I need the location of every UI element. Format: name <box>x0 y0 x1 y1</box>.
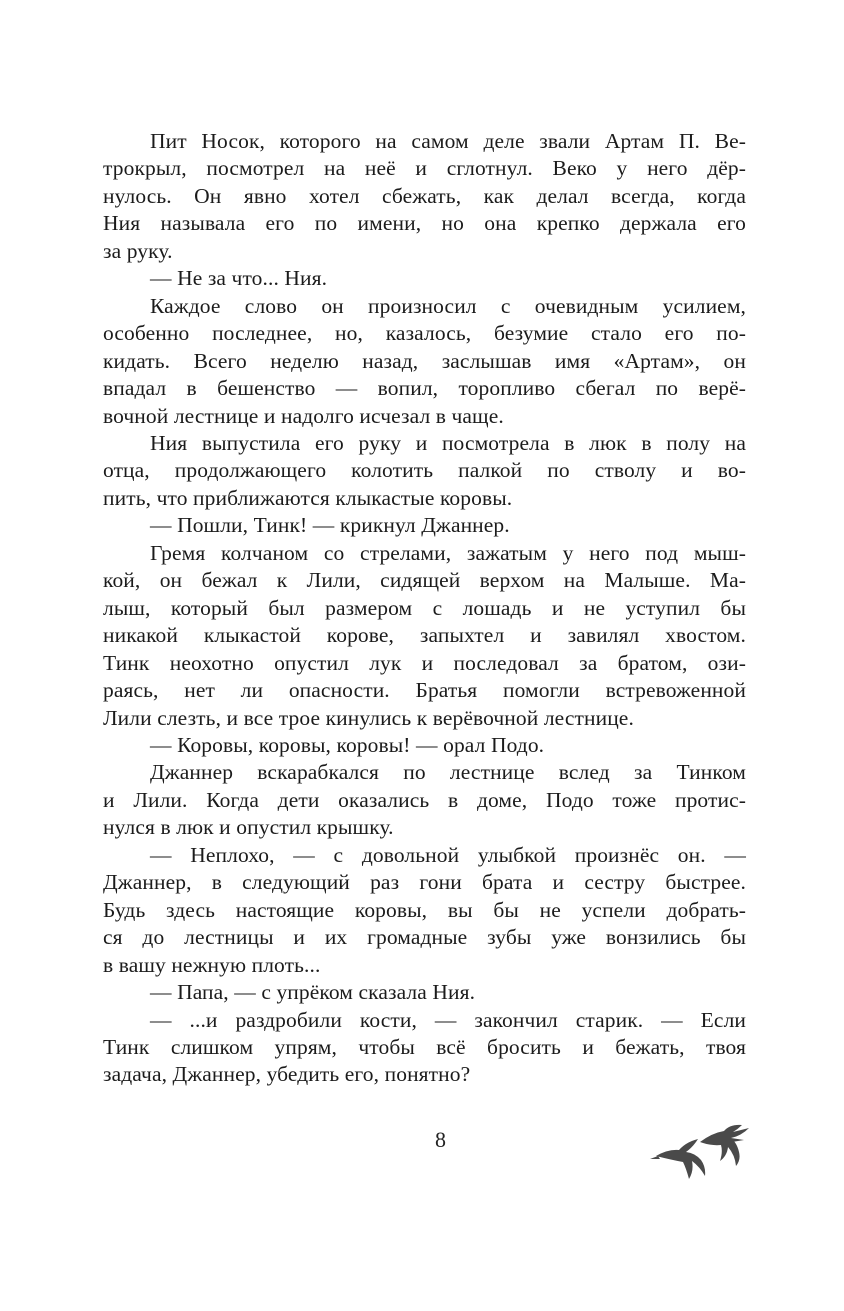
flying-birds-icon <box>648 1116 760 1190</box>
text-line: Джаннер, в следующий раз гони брата и сестру быстрее. <box>103 870 746 895</box>
text-line: вочной лестнице и надолго исчезал в чаще. <box>103 403 504 428</box>
text-line: Ния называла его по имени, но она крепко держала его <box>103 211 746 236</box>
paragraph <box>103 979 746 1006</box>
text-line: лыш, который был размером с лошадь и не уступил бы <box>103 595 746 620</box>
paragraph <box>103 732 746 759</box>
text-line: Будь здесь настоящие коровы, вы бы не успели добрать- <box>103 897 746 922</box>
text-line: нулось. Он явно хотел сбежать, как делал всегда, когда <box>103 183 746 208</box>
text-line: впадал в бешенство — вопил, торопливо сбегал по верё- <box>103 376 746 401</box>
text-line: Ния выпустила его руку и посмотрела в люк в полу на <box>150 430 746 455</box>
text-line: — Папа, — с упрёком сказала Ния. <box>150 980 476 1005</box>
paragraph <box>103 512 746 539</box>
paragraph <box>103 430 746 512</box>
paragraph <box>103 265 746 292</box>
text-line: Гремя колчаном со стрелами, зажатым у него под мыш- <box>150 540 746 565</box>
text-line: — Коровы, коровы, коровы! — орал Подо. <box>150 732 545 757</box>
text-line: и Лили. Когда дети оказались в доме, Подо тоже протис- <box>103 787 746 812</box>
paragraph <box>103 293 746 430</box>
text-line: Тинк слишком упрям, чтобы всё бросить и бежать, твоя <box>103 1034 746 1059</box>
text-line: Пит Носок, которого на самом деле звали Артам П. Ве- <box>150 129 746 153</box>
text-line: — Не за что... Ния. <box>150 266 328 291</box>
text-line: кой, он бежал к Лили, сидящей верхом на Малыше. Ма- <box>103 568 746 593</box>
text-line: — ...и раздробили кости, — закончил старик. — Если <box>150 1007 746 1032</box>
paragraph <box>103 842 746 979</box>
text-line: нулся в люк и опустил крышку. <box>103 815 394 840</box>
text-line: пить, что приближаются клыкастые коровы. <box>103 485 513 510</box>
page-text <box>103 128 746 1089</box>
page-number: 8 <box>435 1127 446 1152</box>
text-line: кидать. Всего неделю назад, заслышав имя «Артам», он <box>103 348 746 373</box>
text-line: — Неплохо, — с довольной улыбкой произнёс он. — <box>150 842 746 867</box>
text-line: — Пошли, Тинк! — крикнул Джаннер. <box>150 513 510 538</box>
text-line: в вашу нежную плоть... <box>103 952 321 977</box>
text-line: особенно последнее, но, казалось, безумие стало его по- <box>103 321 746 346</box>
text-line: отца, продолжающего колотить палкой по стволу и во- <box>103 458 746 483</box>
text-line: Лили слезть, и все трое кинулись к верёвочной лестнице. <box>103 705 634 730</box>
text-line: трокрыл, посмотрел на неё и сглотнул. Веко у него дёр- <box>103 156 746 181</box>
text-line: ся до лестницы и их громадные зубы уже вонзились бы <box>103 925 746 950</box>
text-line: Джаннер вскарабкался по лестнице вслед за Тинком <box>150 760 746 785</box>
text-line: Тинк неохотно опустил лук и последовал за братом, ози- <box>103 650 746 675</box>
text-line: никакой клыкастой корове, запыхтел и завилял хвостом. <box>103 623 746 648</box>
text-line: за руку. <box>103 238 173 263</box>
paragraph <box>103 540 746 732</box>
text-line: Каждое слово он произносил с очевидным усилием, <box>150 293 746 318</box>
text-line: раясь, нет ли опасности. Братья помогли встревоженной <box>103 678 746 703</box>
paragraph <box>103 1007 746 1089</box>
paragraph <box>103 759 746 841</box>
text-line: задача, Джаннер, убедить его, понятно? <box>103 1062 471 1087</box>
paragraph <box>103 128 746 265</box>
